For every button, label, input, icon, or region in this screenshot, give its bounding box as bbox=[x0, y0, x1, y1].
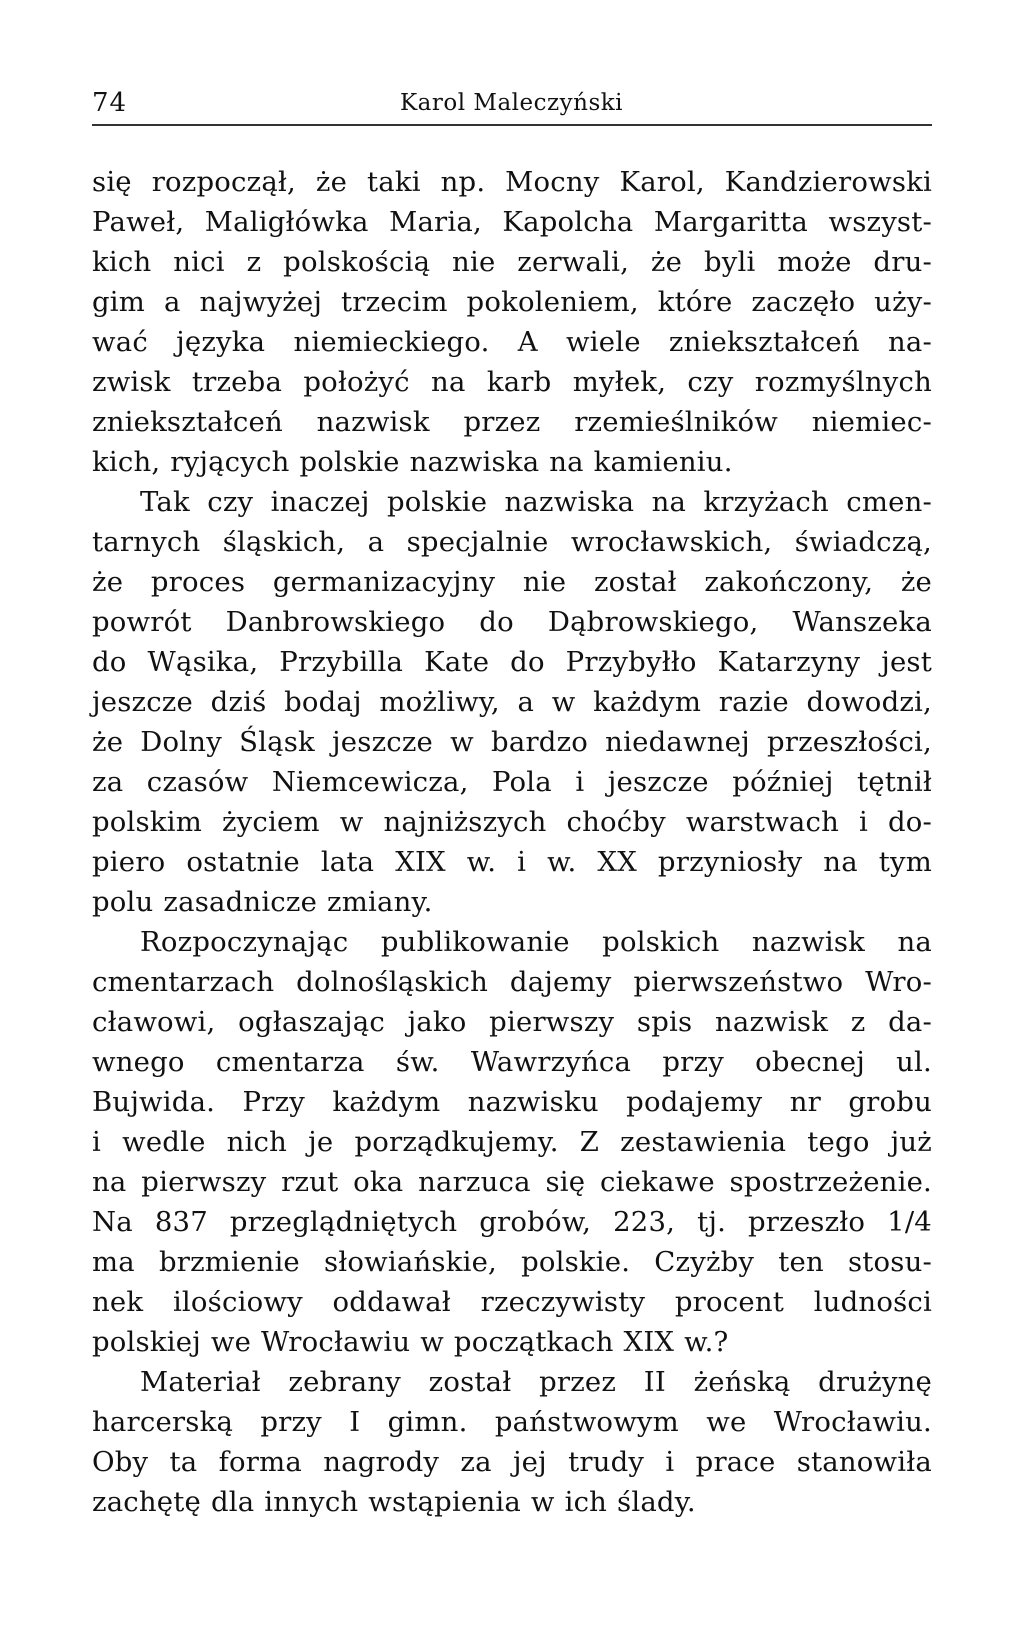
text-line: za czasów Niemcewicza, Pola i jeszcze później tętnił bbox=[92, 766, 932, 798]
text-line: Paweł, Maligłówka Maria, Kapolcha Margaritta wszyst- bbox=[92, 206, 932, 238]
text-line: zniekształceń nazwisk przez rzemieślników niemiec- bbox=[92, 406, 932, 438]
paragraph-3 bbox=[92, 922, 932, 1362]
text-line: wać języka niemieckiego. A wiele zniekształceń na- bbox=[92, 326, 932, 358]
text-line: polskiej we Wrocławiu w początkach XIX w.? bbox=[92, 1326, 729, 1358]
text-line: polu zasadnicze zmiany. bbox=[92, 886, 433, 918]
text-line: cławowi, ogłaszając jako pierwszy spis nazwisk z da- bbox=[92, 1006, 932, 1038]
page-header bbox=[92, 84, 932, 126]
text-line: kich nici z polskością nie zerwali, że byli może dru- bbox=[92, 246, 932, 278]
text-line: Rozpoczynając publikowanie polskich nazwisk na bbox=[140, 926, 932, 958]
paragraph-2 bbox=[92, 482, 932, 922]
body-text bbox=[92, 162, 932, 1522]
text-line: wnego cmentarza św. Wawrzyńca przy obecnej ul. bbox=[92, 1046, 932, 1078]
text-line: ma brzmienie słowiańskie, polskie. Czyżby ten stosu- bbox=[92, 1246, 932, 1278]
page-number: 74 bbox=[92, 88, 128, 118]
text-line: i wedle nich je porządkujemy. Z zestawienia tego już bbox=[92, 1126, 932, 1158]
text-line: że Dolny Śląsk jeszcze w bardzo niedawnej przeszłości, bbox=[92, 726, 932, 758]
text-line: do Wąsika, Przybilla Kate do Przybyłło Katarzyny jest bbox=[92, 646, 932, 678]
text-line: Tak czy inaczej polskie nazwiska na krzyżach cmen- bbox=[140, 486, 932, 518]
text-line: że proces germanizacyjny nie został zakończony, że bbox=[92, 566, 932, 598]
text-line: Oby ta forma nagrody za jej trudy i prace stanowiła bbox=[92, 1446, 932, 1478]
text-line: powrót Danbrowskiego do Dąbrowskiego, Wanszeka bbox=[92, 606, 932, 638]
text-line: kich, ryjących polskie nazwiska na kamieniu. bbox=[92, 446, 733, 478]
text-line: jeszcze dziś bodaj możliwy, a w każdym razie dowodzi, bbox=[92, 686, 932, 718]
paragraph-4 bbox=[92, 1362, 932, 1522]
text-line: tarnych śląskich, a specjalnie wrocławskich, świadczą, bbox=[92, 526, 932, 558]
text-line: zwisk trzeba położyć na karb myłek, czy rozmyślnych bbox=[92, 366, 932, 398]
paragraph-1 bbox=[92, 162, 932, 482]
text-line: piero ostatnie lata XIX w. i w. XX przyniosły na tym bbox=[92, 846, 932, 878]
text-line: Na 837 przeglądniętych grobów, 223, tj. przeszło 1/4 bbox=[92, 1206, 932, 1238]
text-line: polskim życiem w najniższych choćby warstwach i do- bbox=[92, 806, 932, 838]
text-line: na pierwszy rzut oka narzuca się ciekawe spostrzeżenie. bbox=[92, 1166, 932, 1198]
text-line: gim a najwyżej trzecim pokoleniem, które zaczęło uży- bbox=[92, 286, 932, 318]
text-line: się rozpoczął, że taki np. Mocny Karol, Kandzierowski bbox=[92, 166, 932, 198]
text-line: Bujwida. Przy każdym nazwisku podajemy nr grobu bbox=[92, 1086, 932, 1118]
text-line: harcerską przy I gimn. państwowym we Wrocławiu. bbox=[92, 1406, 932, 1438]
running-head-author: Karol Maleczyński bbox=[400, 90, 624, 116]
text-line: zachętę dla innych wstąpienia w ich ślady. bbox=[92, 1486, 696, 1518]
text-line: Materiał zebrany został przez II żeńską drużynę bbox=[140, 1366, 932, 1398]
text-line: nek ilościowy oddawał rzeczywisty procent ludności bbox=[92, 1286, 932, 1318]
book-page bbox=[92, 84, 932, 1522]
text-line: cmentarzach dolnośląskich dajemy pierwszeństwo Wro- bbox=[92, 966, 932, 998]
